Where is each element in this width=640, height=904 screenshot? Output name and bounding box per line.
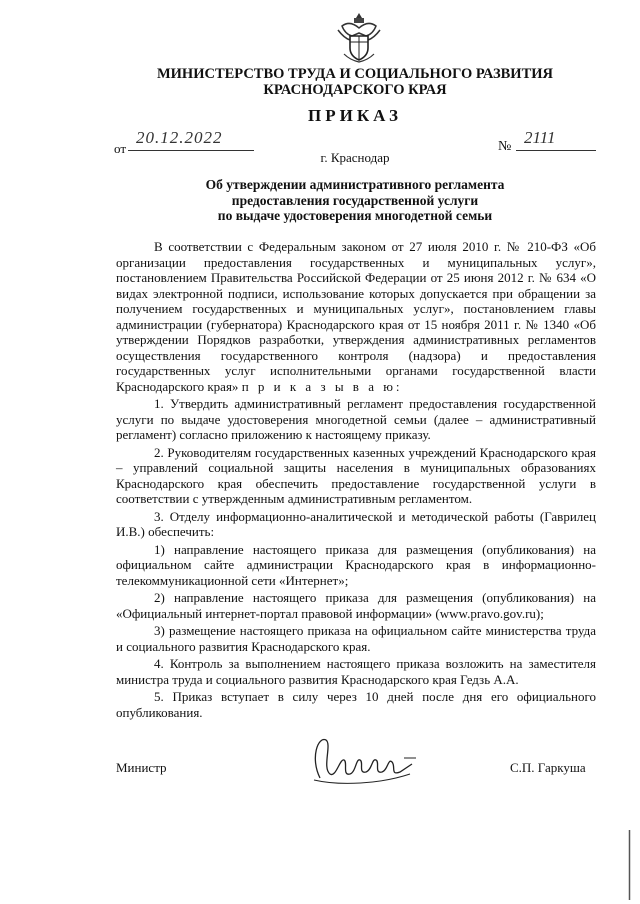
city: г. Краснодар	[320, 150, 390, 165]
order-date: 20.12.2022	[136, 128, 223, 147]
number-prefix: №	[498, 139, 512, 154]
order-title: ПРИКАЗ	[308, 106, 402, 125]
document-body	[116, 239, 596, 722]
paragraph-2: 2. Руководителям государственных казенных учреждений Краснодарского края – управлений социальной защиты населения в муниципальных образованиях Краснодарского края обеспечить предоставление государственной услуги в соответствии с утвержденным административным регламентом.	[116, 444, 596, 506]
ministry-name	[100, 66, 610, 98]
date-prefix: от	[114, 141, 127, 156]
signatory-name: С.П. Гаркуша	[510, 760, 586, 775]
title-line-2: предоставления государственной услуги	[231, 192, 479, 208]
paragraph-3-1: 1) направление настоящего приказа для размещения (опубликования) на официальном сайте администрации Краснодарского края в информационно-телекоммуникационной сети «Интернет»;	[116, 541, 596, 588]
title-line-3: по выдаче удостоверения многодетной семьи	[217, 208, 493, 223]
paragraph-3: 3. Отделу информационно-аналитической и методической работы (Гаврилец И.В.) обеспечить:	[116, 508, 596, 539]
paragraph-4: 4. Контроль за выполнением настоящего приказа возложить на заместителя министра труда и социального развития Краснодарского края Гедзь А.А.	[116, 656, 596, 687]
signatory-title: Министр	[116, 760, 167, 775]
preamble-text: В соответствии с Федеральным законом от 27 июля 2010 г. № 210-ФЗ «Об организации предоставления государственных и муниципальных услуг», постановлением Правительства Российской Федерации от 25 июня 2012 г. № 634 «О видах электронной подписи, использование которых допускается при обращении за получением государственных и муниципальных услуг», постановлением главы администрации (губернатора) Краснодарского края от 15 ноября 2011 г. № 1340 «Об утверждении Порядков разработки, утверждения административных регламентов осуществления государственного контроля (надзора) и предоставления государственных услуг исполнительными органами государственной власти Краснодарского края»	[116, 239, 596, 394]
paragraph-3-3: 3) размещение настоящего приказа на официальном сайте министерства труда и социального развития Краснодарского края.	[116, 623, 596, 654]
decree-word: п р и к а з ы в а ю:	[241, 378, 403, 394]
coat-of-arms-icon	[334, 10, 384, 66]
preamble-paragraph	[116, 239, 596, 394]
paragraph-1: 1. Утвердить административный регламент предоставления государственной услуги по выдаче удостоверения многодетной семьи (далее – административный регламент) согласно приложению к настоящему приказу.	[116, 396, 596, 442]
paragraph-5: 5. Приказ вступает в силу через 10 дней после дня его официального опубликования.	[116, 689, 596, 720]
ministry-line-1: МИНИСТЕРСТВО ТРУДА И СОЦИАЛЬНОГО РАЗВИТИЯ	[156, 66, 554, 82]
title-line-1: Об утверждении административного регламента	[205, 177, 505, 192]
paragraph-3-2: 2) направление настоящего приказа для размещения (опубликования) на «Официальный интернет-портал правовой информации» (www.pravo.gov.ru);	[116, 590, 596, 621]
ministry-line-2: КРАСНОДАРСКОГО КРАЯ	[263, 82, 447, 98]
order-number: 2111	[524, 128, 556, 147]
scan-edge-mark	[628, 830, 631, 900]
handwritten-signature	[300, 728, 430, 788]
document-title	[100, 177, 610, 224]
